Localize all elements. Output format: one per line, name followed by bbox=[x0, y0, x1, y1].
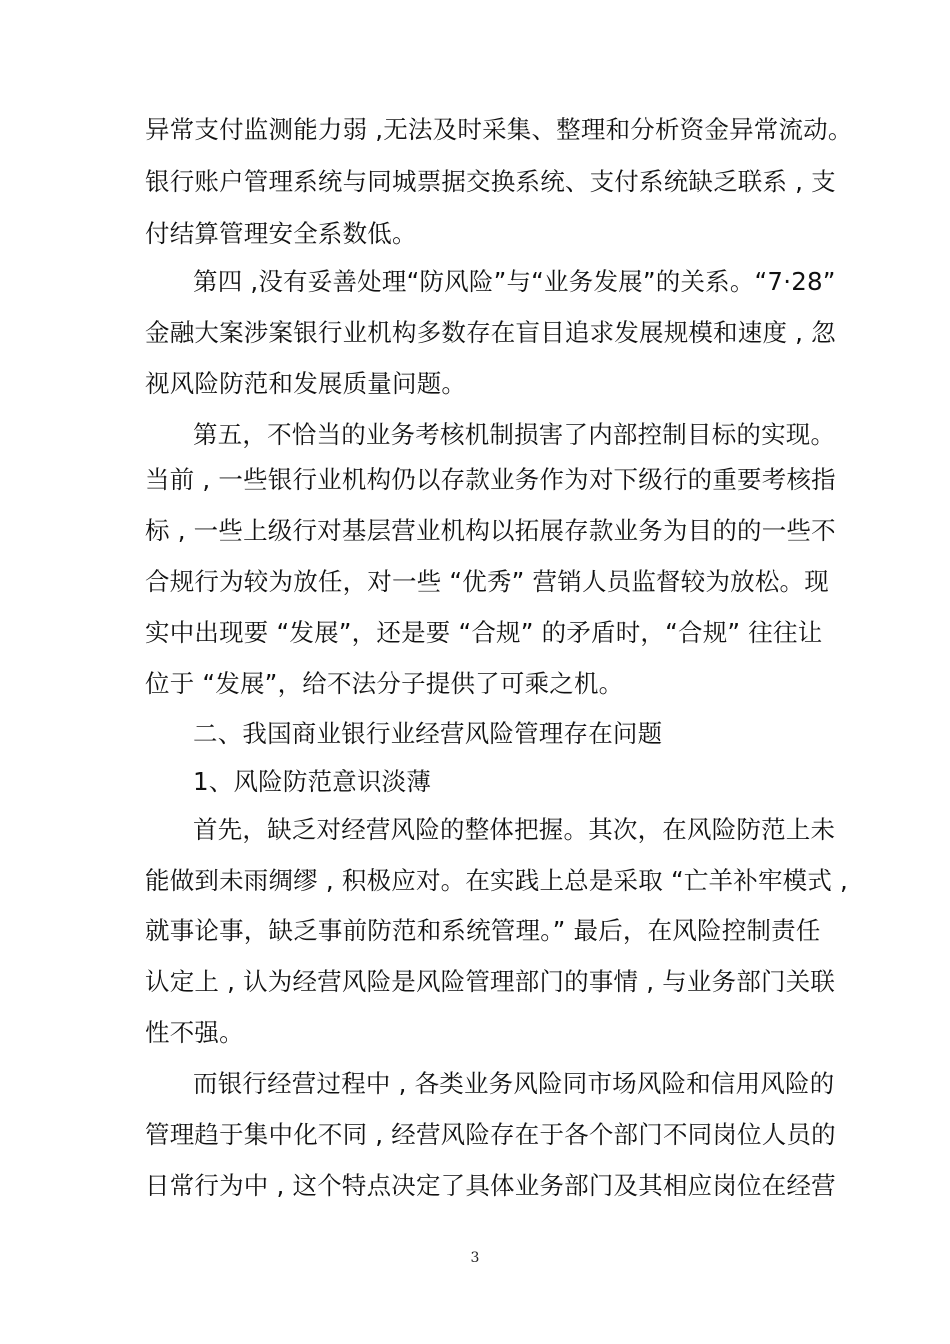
text-line-5: 金融大案涉案银行业机构多数存在盲目追求发展规模和速度 , 忽 bbox=[145, 318, 836, 347]
text-line-22: 日常行为中 , 这个特点决定了具体业务部门及其相应岗位在经营 bbox=[145, 1171, 836, 1200]
subsection-heading: 1、风险防范意识淡薄 bbox=[193, 767, 432, 796]
text-line-12: 位于 “发展”，给不法分子提供了可乘之机。 bbox=[145, 669, 624, 698]
text-line-6: 视风险防范和发展质量问题。 bbox=[145, 369, 467, 398]
text-line-9: 标 , 一些上级行对基层营业机构以拓展存款业务为目的的一些不 bbox=[145, 516, 836, 545]
text-line-3: 付结算管理安全系数低。 bbox=[145, 219, 417, 248]
text-line-21: 管理趋于集中化不同 , 经营风险存在于各个部门不同岗位人员的 bbox=[145, 1120, 836, 1149]
text-line-15: 首先，缺乏对经营风险的整体把握。其次，在风险防范上未 bbox=[193, 815, 836, 844]
text-line-19: 性不强。 bbox=[145, 1018, 244, 1047]
text-line-10: 合规行为较为放任，对一些 “优秀” 营销人员监督较为放松。现 bbox=[145, 567, 829, 596]
text-line-17: 就事论事，缺乏事前防范和系统管理。” 最后，在风险控制责任 bbox=[145, 916, 821, 945]
section-heading: 二、我国商业银行业经营风险管理存在问题 bbox=[193, 719, 663, 748]
text-line-8: 当前 , 一些银行业机构仍以存款业务作为对下级行的重要考核指 bbox=[145, 465, 836, 494]
text-line-20: 而银行经营过程中 , 各类业务风险同市场风险和信用风险的 bbox=[193, 1069, 835, 1098]
text-line-7: 第五，不恰当的业务考核机制损害了内部控制目标的实现。 bbox=[193, 420, 836, 449]
text-line-4: 第四 ,没有妥善处理“防风险”与“业务发展”的关系。“7·28” bbox=[193, 267, 836, 296]
text-line-16: 能做到未雨绸缪 , 积极应对。在实践上总是采取 “亡羊补牢模式 , bbox=[145, 866, 849, 895]
text-line-11: 实中出现要 “发展”，还是要 “合规” 的矛盾时，“合规” 往往让 bbox=[145, 618, 823, 647]
text-line-2: 银行账户管理系统与同城票据交换系统、支付系统缺乏联系 , 支 bbox=[145, 167, 836, 196]
text-line-18: 认定上 , 认为经营风险是风险管理部门的事情 , 与业务部门关联 bbox=[145, 967, 836, 996]
page-number: 3 bbox=[470, 1250, 480, 1266]
text-line-1: 异常支付监测能力弱 ,无法及时采集、整理和分析资金异常流动。 bbox=[145, 115, 853, 144]
